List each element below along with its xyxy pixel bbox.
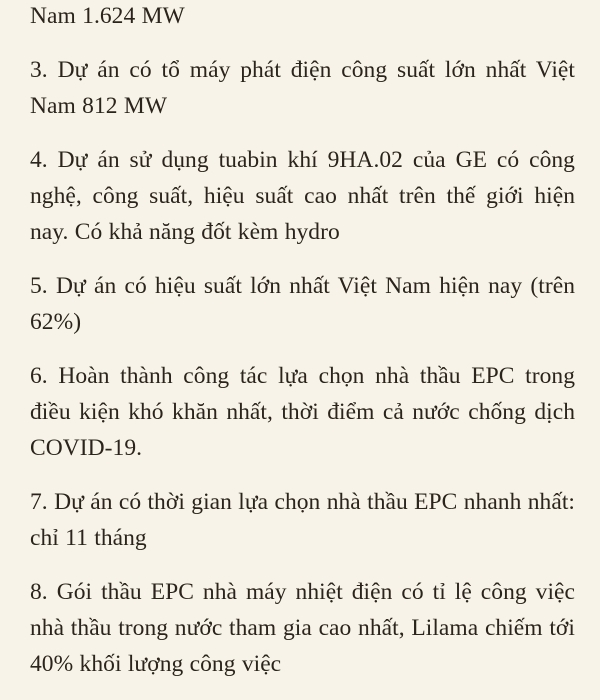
list-item: 4. Dự án sử dụng tuabin khí 9HA.02 của GE có công nghệ, công suất, hiệu suất cao nhất trên thế giới hiện nay. Có khả năng đốt kèm hydro <box>30 147 575 245</box>
list-item: Nam 1.624 MW <box>30 3 185 29</box>
list-item: 7. Dự án có thời gian lựa chọn nhà thầu EPC nhanh nhất: chỉ 11 tháng <box>30 489 575 551</box>
list-item: 3. Dự án có tổ máy phát điện công suất lớn nhất Việt Nam 812 MW <box>30 57 575 119</box>
achievements-list <box>30 0 575 700</box>
list-item: 5. Dự án có hiệu suất lớn nhất Việt Nam hiện nay (trên 62%) <box>30 273 575 335</box>
list-item: 6. Hoàn thành công tác lựa chọn nhà thầu EPC trong điều kiện khó khăn nhất, thời điểm cả nước chống dịch COVID-19. <box>30 363 575 461</box>
list-item: 8. Gói thầu EPC nhà máy nhiệt điện có tỉ lệ công việc nhà thầu trong nước tham gia cao nhất, Lilama chiếm tới 40% khối lượng công việc <box>30 579 575 677</box>
